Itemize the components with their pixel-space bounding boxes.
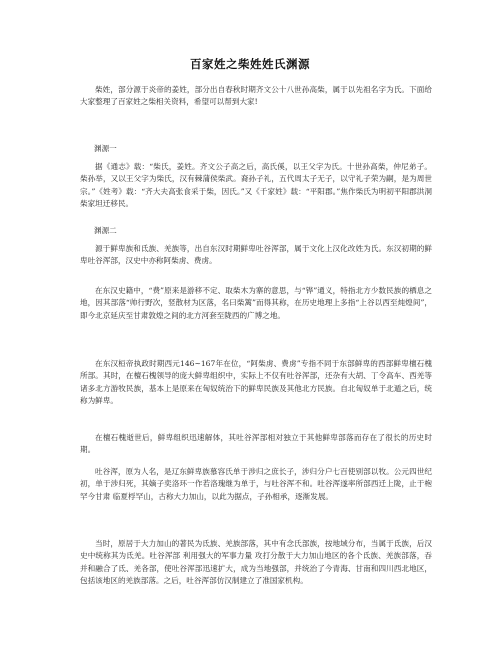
paragraph-3: 在东汉史籍中，“费”原来是游移不定、取柴木为寨的意思，与“铧”通义，特指北方少数民族的栖息之地，因其部落“帅行野次，竖散材为区落，名曰柴篱”而得其称，在历史地理上多指“上谷以西至炖煌间”，即今北京延庆至甘肃敦煌之间的北方河套至陇西的广博之地。 xyxy=(80,286,432,320)
paragraph-5: 在檀石槐逝世后，鲜卑组织迅速解体，其吐谷浑部相对独立于其他鲜卑部落而存在了很长的历史时期。 xyxy=(80,433,432,455)
intro-paragraph: 柴姓，部分源于炎帝的姜姓，部分出自春秋时期齐文公十八世孙高柴，属于以先祖名字为氏。下面给大家整理了百家姓之柴相关资料，希望可以帮到大家! xyxy=(80,85,432,107)
section-heading-1: 渊源一 xyxy=(94,144,117,153)
section-heading-2: 渊源二 xyxy=(94,226,117,235)
paragraph-6: 吐谷浑，原为人名，是辽东鲜卑族慕容氏单于涉归之庶长子，涉归分户七百使别部以牧。公元四世纪初，单于涉归死，其嫡子奕洛环一作若洛瑰继为单于，与吐谷浑不和。吐谷浑遂率所部西迁上陇，止于枹罕今甘肃 临夏桴罕山，古称大力加山，以此为据点，子孙相承，逐渐发展。 xyxy=(80,467,432,501)
paragraph-1: 据《通志》载：“柴氏，姜姓。齐文公子高之后，高氏傒，以王父字为氏。十世孙高柴，仲尼弟子。柴孙举，又以王父字为柴氏，汉有棘蒲侯柴武。裔孙子礼，五代周太子无子，以守礼子荣为嗣，是为周世宗。”《姓考》载：“齐大夫高张食采于柴，因氏。”又《千家姓》载：“平阳郡。”焦作柴氏为明初平阳郡洪洞柴家坦迁移民。 xyxy=(80,162,432,209)
paragraph-2: 源于鲜卑族和氐族、羌族等，出自东汉时期鲜卑吐谷浑部，属于文化上汉化改姓为氏。东汉初期的鲜卑吐谷浑部，汉史中亦称阿柴虏、费虏。 xyxy=(80,244,432,266)
paragraph-7: 当时，原居于大力加山的著民为氐族、羌族部落，其中有念氏部族，按地域分布，当属于氐族，后汉史中统称其为氐羌。吐谷浑部 利用强大的军事力量 攻打分散于大力加山地区的各个氐族、羌族部落，吞并和融合了氐、羌各部，使吐谷浑部迅速扩大，成为当地强部，并统治了今青海、甘南和四川西北地区，包括该地区的羌族部落。之后，吐谷浑部仿汉制建立了准国家机构。 xyxy=(80,539,432,586)
document-title: 百家姓之柴姓姓氏渊源 xyxy=(190,57,310,71)
paragraph-4: 在东汉桓帝执政时期西元146~167年在位，“阿柴虏、费虏”专指不同于东部鲜卑的西部鲜卑檀石槐所部。其时，在檀石槐领导的庞大鲜卑组织中，实际上不仅有吐谷浑部，还杂有大胡、丁令高车、西羌等诸多北方游牧民族，基本上是原来在匈奴统治下的鲜卑民族及其他北方民族。自北匈奴单于北遁之后，统称为鲜卑。 xyxy=(80,359,432,406)
